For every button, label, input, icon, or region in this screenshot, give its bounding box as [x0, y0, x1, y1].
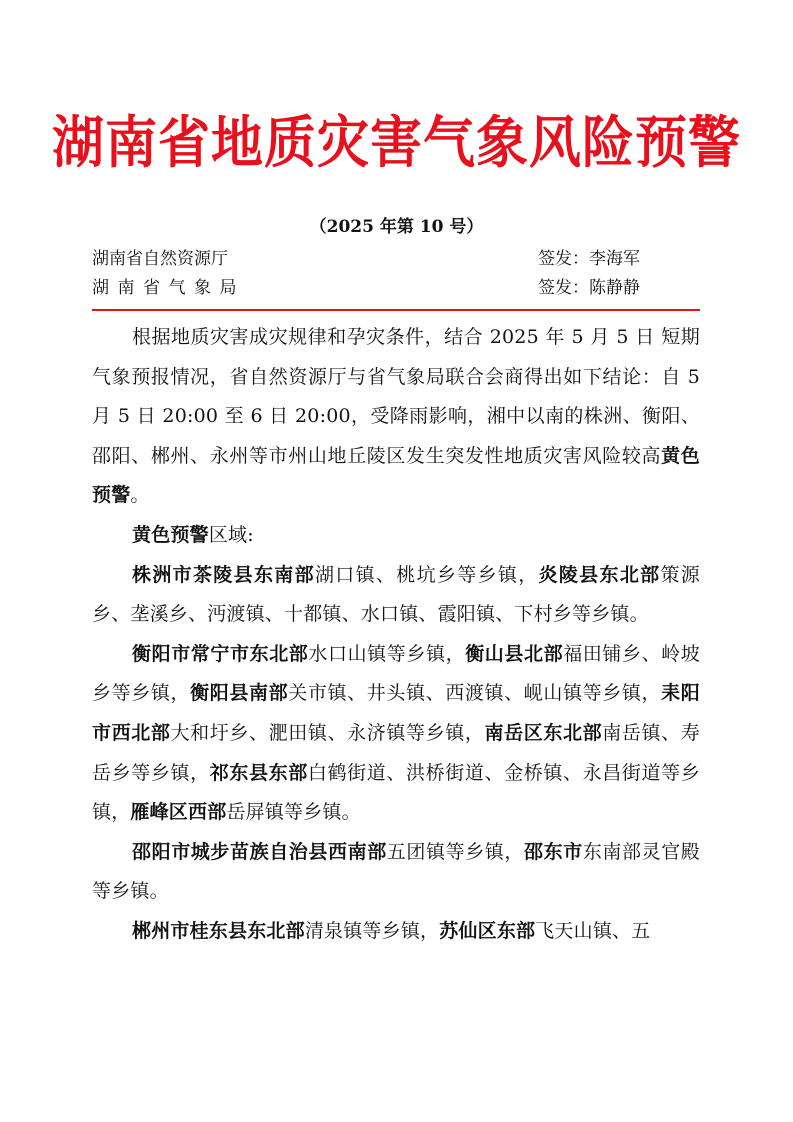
issuer-signatory: 签发：李海军 [538, 249, 640, 269]
document-body [92, 318, 700, 952]
document-title: 湖南省地质灾害气象风险预警 [51, 111, 741, 176]
zone-paragraph-shaoyang: 邵阳市城步苗族自治县西南部五团镇等乡镇，邵东市东南部灵官殿等乡镇。 [92, 840, 701, 903]
issuer-signatory: 签发：陈静静 [538, 278, 640, 298]
zone-paragraph-chenzhou: 郴州市桂东县东北部清泉镇等乡镇，苏仙区东部飞天山镇、五 [132, 919, 651, 942]
zone-heading: 黄色预警区域: [132, 523, 254, 546]
red-divider [92, 309, 700, 311]
issuer-org: 湖南省自然资源厅 [92, 249, 228, 269]
issuer-org: 湖南省气象局 [92, 278, 245, 298]
issuer-row [92, 244, 692, 270]
intro-paragraph: 根据地质灾害成灾规律和孕灾条件，结合 2025 年 5 月 5 日 短期气象预报情况，省自然资源厅与省气象局联合会商得出如下结论：自 5 月 5 日 20:00 至 6 日 20:00，受降雨影响，湘中以南的株洲、衡阳、邵阳、郴州、永州等市州山地丘陵区发生突发性地质灾害风险较高黄色预警。 [92, 326, 700, 507]
zone-paragraph-zhuzhou: 株洲市茶陵县东南部湖口镇、桃坑乡等乡镇，炎陵县东北部策源乡、垄溪乡、沔渡镇、十都镇、水口镇、霞阳镇、下村乡等乡镇。 [92, 563, 700, 626]
issue-number: （2025 年第 10 号） [309, 217, 484, 237]
zone-paragraph-hengyang: 衡阳市常宁市东北部水口山镇等乡镇，衡山县北部福田铺乡、岭坡乡等乡镇，衡阳县南部关市镇、井头镇、西渡镇、岘山镇等乡镇，耒阳市西北部大和圩乡、淝田镇、永济镇等乡镇，南岳区东北部南岳镇、寿岳乡等乡镇，祁东县东部白鹤街道、洪桥街道、金桥镇、永昌街道等乡镇，雁峰区西部岳屏镇等乡镇。 [92, 642, 700, 824]
issuer-row [92, 273, 692, 299]
